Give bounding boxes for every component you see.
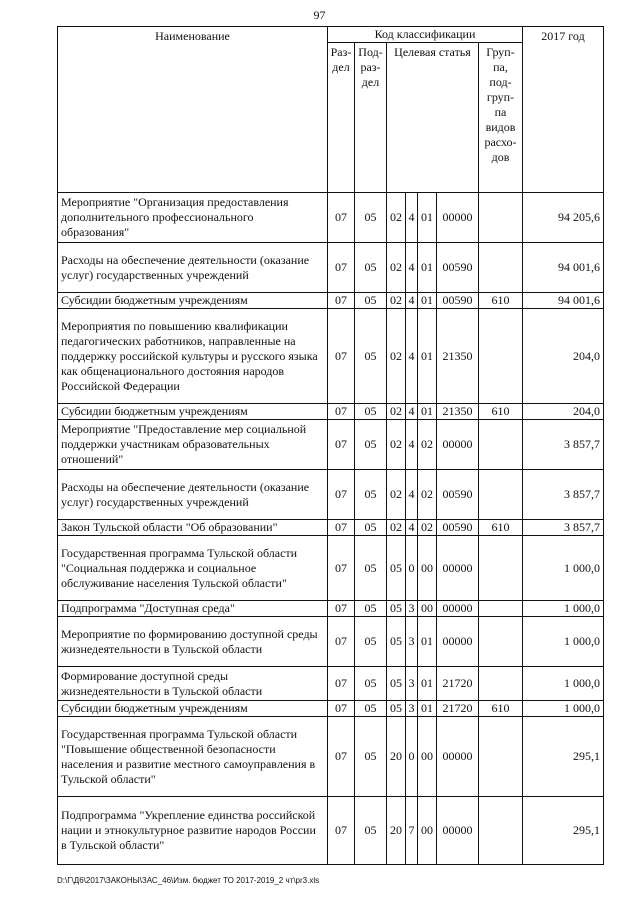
row-section: 07	[328, 617, 355, 667]
table-row	[58, 667, 604, 701]
row-target-direction: 00590	[437, 470, 479, 520]
row-target-program: 05	[387, 701, 406, 717]
row-name: Мероприятие по формированию доступной среды жизнедеятельности в Тульской области	[58, 617, 328, 667]
row-target-direction: 00000	[437, 420, 479, 470]
row-target-subprogram: 3	[406, 667, 418, 701]
row-name: Мероприятия по повышению квалификации педагогических работников, направленные на поддержку российской культуры и русского языка как общенационального достояния народов Российской Федерации	[58, 309, 328, 404]
row-amount: 204,0	[523, 309, 604, 404]
row-subsection: 05	[355, 536, 387, 601]
row-target-program: 02	[387, 193, 406, 243]
row-subsection: 05	[355, 601, 387, 617]
file-path-footer: D:\Г\Д6\2017\ЗАКОНЫ\ЗАС_46\Изм. бюджет ТО 2017-2019_2 чт\pr3.xls	[57, 876, 320, 885]
row-amount: 94 001,6	[523, 293, 604, 309]
header-classification-code: Код классификации	[328, 27, 523, 43]
page-number: 97	[313, 8, 326, 22]
row-target-direction: 21350	[437, 404, 479, 420]
row-target-subprogram: 4	[406, 243, 418, 293]
row-subsection: 05	[355, 404, 387, 420]
table-row	[58, 617, 604, 667]
row-target-program: 02	[387, 404, 406, 420]
row-expense-group	[479, 470, 523, 520]
header-expense-group: Груп- па, под- груп- па видов расхо- дов	[479, 43, 523, 193]
row-target-direction: 21720	[437, 667, 479, 701]
row-target-subprogram: 3	[406, 617, 418, 667]
row-target-event: 01	[418, 404, 437, 420]
row-expense-group: 610	[479, 701, 523, 717]
row-section: 07	[328, 470, 355, 520]
table-row	[58, 601, 604, 617]
row-section: 07	[328, 667, 355, 701]
row-expense-group	[479, 243, 523, 293]
header-row-top	[58, 27, 604, 43]
row-expense-group	[479, 797, 523, 865]
row-target-program: 02	[387, 309, 406, 404]
row-amount: 295,1	[523, 717, 604, 797]
row-target-program: 05	[387, 601, 406, 617]
row-amount: 1 000,0	[523, 667, 604, 701]
row-target-event: 01	[418, 617, 437, 667]
row-target-direction: 00000	[437, 193, 479, 243]
row-subsection: 05	[355, 420, 387, 470]
row-target-program: 02	[387, 420, 406, 470]
row-target-event: 00	[418, 536, 437, 601]
row-target-event: 00	[418, 601, 437, 617]
row-name: Субсидии бюджетным учреждениям	[58, 293, 328, 309]
row-subsection: 05	[355, 717, 387, 797]
row-subsection: 05	[355, 617, 387, 667]
row-section: 07	[328, 193, 355, 243]
row-expense-group	[479, 309, 523, 404]
row-target-program: 02	[387, 243, 406, 293]
row-name: Подпрограмма "Укрепление единства российской нации и этнокультурное развитие народов России в Тульской области"	[58, 797, 328, 865]
row-target-direction: 21350	[437, 309, 479, 404]
row-target-direction: 00590	[437, 293, 479, 309]
row-subsection: 05	[355, 309, 387, 404]
row-target-subprogram: 7	[406, 797, 418, 865]
row-section: 07	[328, 717, 355, 797]
row-target-event: 02	[418, 470, 437, 520]
header-subsection: Под- раз- дел	[355, 43, 387, 193]
row-section: 07	[328, 601, 355, 617]
row-target-program: 05	[387, 536, 406, 601]
row-name: Субсидии бюджетным учреждениям	[58, 701, 328, 717]
row-name: Мероприятие "Организация предоставления дополнительного профессионального образования"	[58, 193, 328, 243]
table-row	[58, 520, 604, 536]
row-expense-group	[479, 617, 523, 667]
table-row	[58, 193, 604, 243]
row-amount: 3 857,7	[523, 420, 604, 470]
row-target-subprogram: 4	[406, 293, 418, 309]
row-target-subprogram: 3	[406, 601, 418, 617]
header-target-article: Целевая статья	[387, 43, 479, 193]
row-section: 07	[328, 420, 355, 470]
row-target-event: 02	[418, 420, 437, 470]
row-target-subprogram: 4	[406, 193, 418, 243]
row-section: 07	[328, 536, 355, 601]
row-amount: 1 000,0	[523, 601, 604, 617]
row-target-subprogram: 4	[406, 404, 418, 420]
table-row	[58, 293, 604, 309]
row-target-direction: 00000	[437, 717, 479, 797]
row-target-direction: 00000	[437, 536, 479, 601]
row-subsection: 05	[355, 667, 387, 701]
row-subsection: 05	[355, 293, 387, 309]
row-section: 07	[328, 293, 355, 309]
row-target-subprogram: 0	[406, 717, 418, 797]
row-expense-group	[479, 420, 523, 470]
table-row	[58, 536, 604, 601]
row-target-event: 01	[418, 667, 437, 701]
header-year: 2017 год	[523, 27, 604, 193]
row-amount: 94 205,6	[523, 193, 604, 243]
row-target-program: 05	[387, 667, 406, 701]
row-amount: 3 857,7	[523, 520, 604, 536]
row-amount: 3 857,7	[523, 470, 604, 520]
table-row	[58, 243, 604, 293]
row-expense-group: 610	[479, 404, 523, 420]
header-name: Наименование	[58, 27, 328, 193]
header-section: Раз- дел	[328, 43, 355, 193]
row-expense-group	[479, 193, 523, 243]
row-target-subprogram: 4	[406, 420, 418, 470]
row-target-event: 02	[418, 520, 437, 536]
row-target-program: 05	[387, 617, 406, 667]
row-expense-group: 610	[479, 293, 523, 309]
row-name: Закон Тульской области "Об образовании"	[58, 520, 328, 536]
row-subsection: 05	[355, 797, 387, 865]
row-section: 07	[328, 520, 355, 536]
row-name: Расходы на обеспечение деятельности (оказание услуг) государственных учреждений	[58, 243, 328, 293]
row-expense-group: 610	[479, 520, 523, 536]
row-amount: 204,0	[523, 404, 604, 420]
row-expense-group	[479, 601, 523, 617]
row-name: Государственная программа Тульской области "Повышение общественной безопасности населения и развитие местного самоуправления в Тульской области"	[58, 717, 328, 797]
row-name: Мероприятие "Предоставление мер социальной поддержки участникам образовательных отношений"	[58, 420, 328, 470]
row-target-direction: 00000	[437, 797, 479, 865]
row-name: Формирование доступной среды жизнедеятельности в Тульской области	[58, 667, 328, 701]
row-expense-group	[479, 536, 523, 601]
table-row	[58, 470, 604, 520]
row-amount: 295,1	[523, 797, 604, 865]
row-section: 07	[328, 404, 355, 420]
table-row	[58, 404, 604, 420]
row-amount: 1 000,0	[523, 617, 604, 667]
row-expense-group	[479, 717, 523, 797]
table-row	[58, 420, 604, 470]
row-subsection: 05	[355, 243, 387, 293]
row-target-subprogram: 4	[406, 470, 418, 520]
row-section: 07	[328, 243, 355, 293]
row-subsection: 05	[355, 520, 387, 536]
row-target-direction: 00590	[437, 520, 479, 536]
row-target-direction: 00000	[437, 617, 479, 667]
row-section: 07	[328, 309, 355, 404]
row-name: Субсидии бюджетным учреждениям	[58, 404, 328, 420]
budget-table	[57, 26, 604, 865]
row-target-event: 01	[418, 193, 437, 243]
row-target-direction: 00000	[437, 601, 479, 617]
row-expense-group	[479, 667, 523, 701]
row-target-program: 02	[387, 470, 406, 520]
row-target-program: 20	[387, 797, 406, 865]
row-target-event: 01	[418, 293, 437, 309]
row-target-program: 02	[387, 293, 406, 309]
row-name: Расходы на обеспечение деятельности (оказание услуг) государственных учреждений	[58, 470, 328, 520]
row-subsection: 05	[355, 701, 387, 717]
row-target-event: 00	[418, 797, 437, 865]
row-target-subprogram: 4	[406, 309, 418, 404]
row-name: Государственная программа Тульской области "Социальная поддержка и социальное обслуживание населения Тульской области"	[58, 536, 328, 601]
row-target-event: 01	[418, 243, 437, 293]
row-subsection: 05	[355, 193, 387, 243]
row-target-direction: 21720	[437, 701, 479, 717]
row-section: 07	[328, 701, 355, 717]
table-row	[58, 701, 604, 717]
row-target-subprogram: 0	[406, 536, 418, 601]
row-target-subprogram: 4	[406, 520, 418, 536]
row-target-event: 01	[418, 701, 437, 717]
row-target-subprogram: 3	[406, 701, 418, 717]
row-target-direction: 00590	[437, 243, 479, 293]
row-section: 07	[328, 797, 355, 865]
table-row	[58, 309, 604, 404]
row-name: Подпрограмма "Доступная среда"	[58, 601, 328, 617]
row-amount: 94 001,6	[523, 243, 604, 293]
row-target-program: 20	[387, 717, 406, 797]
row-target-event: 01	[418, 309, 437, 404]
table-row	[58, 797, 604, 865]
row-target-program: 02	[387, 520, 406, 536]
table-row	[58, 717, 604, 797]
row-subsection: 05	[355, 470, 387, 520]
row-amount: 1 000,0	[523, 536, 604, 601]
row-target-event: 00	[418, 717, 437, 797]
row-amount: 1 000,0	[523, 701, 604, 717]
